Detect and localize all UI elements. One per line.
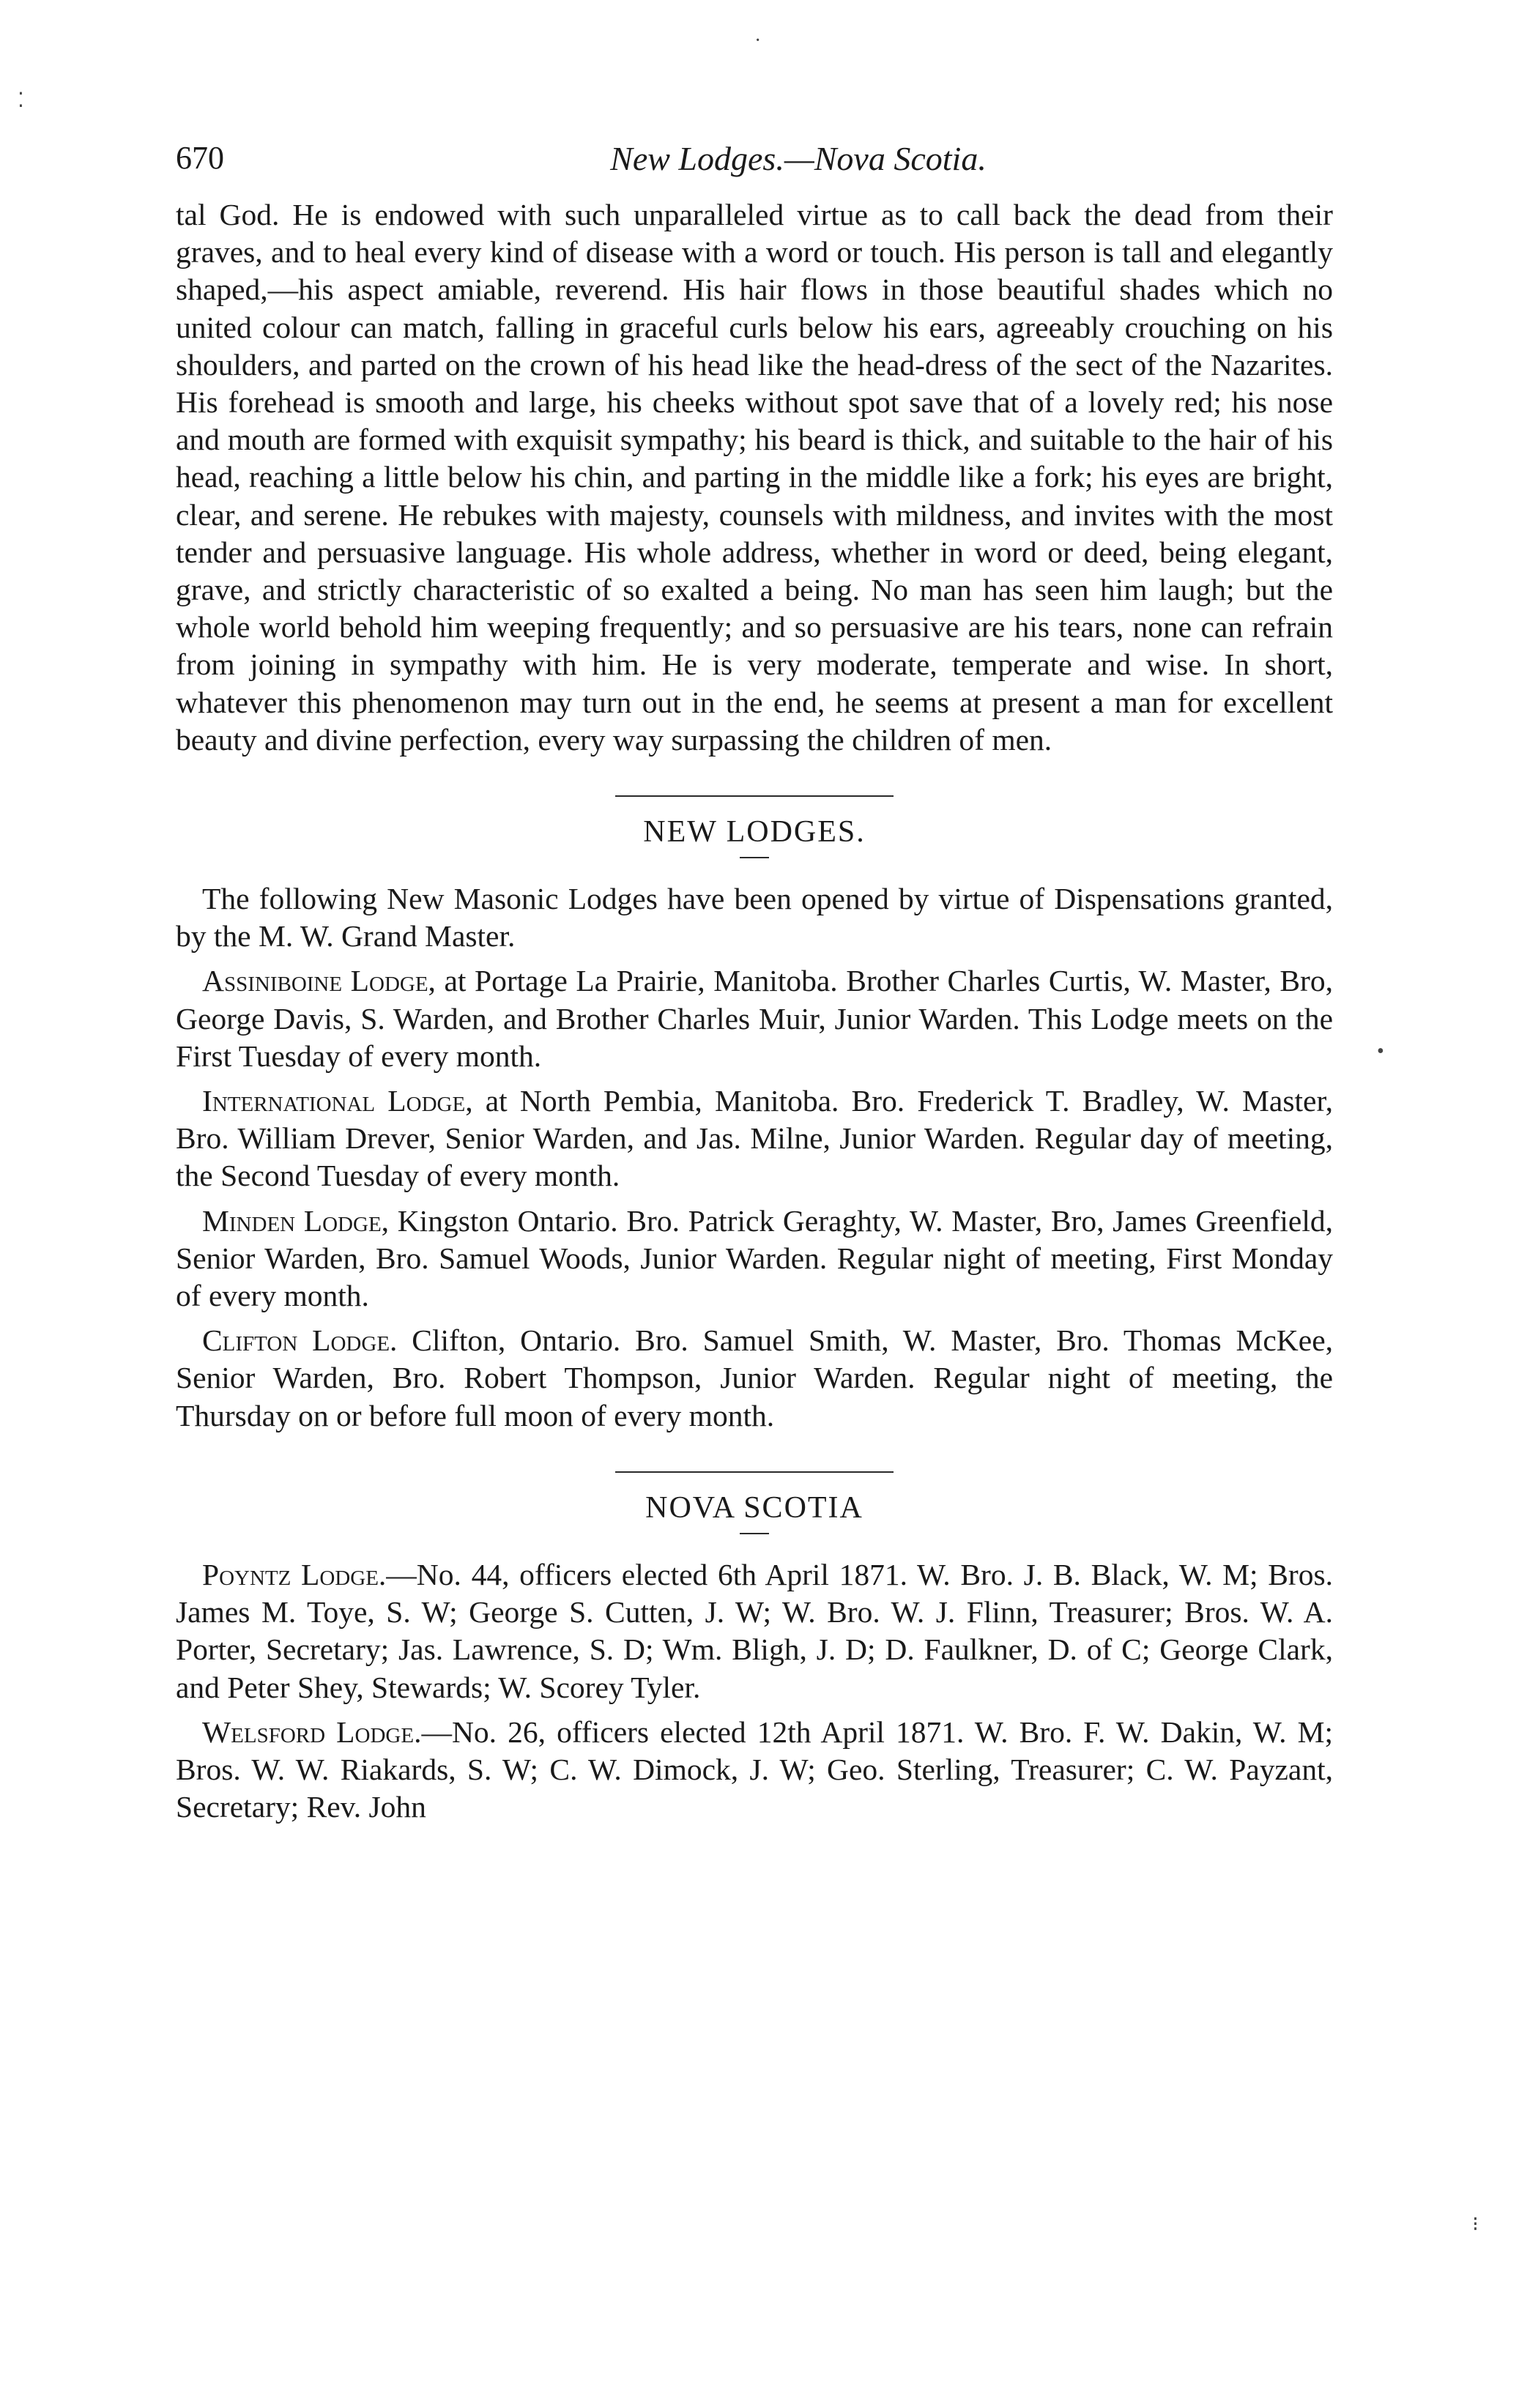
lodge-name: Assiniboine Lodge,	[202, 964, 436, 998]
lodge-entry	[176, 1556, 1333, 1706]
lodge-details: at North Pembia, Manitoba. Bro. Frederick T. Bradley, W. Master, Bro. William Drever, Senior Warden, and Jas. Milne, Junior Warden. Regular day of meeting, the Second Tuesday of every month.	[176, 1084, 1333, 1193]
running-title: New Lodges.—Nova Scotia.	[610, 140, 987, 177]
lodge-name: Minden Lodge,	[202, 1203, 390, 1238]
intro-paragraph: tal God. He is endowed with such unparalleled virtue as to call back the dead from their graves, and to heal every kind of disease with a word or touch. His person is tall and elegantly shaped,—his aspect amiable, reverend. His hair flows in those beautiful shades which no united colour can match, falling in graceful curls below his ears, agreeably crouching on his shoulders, and parted on the crown of his head like the head-dress of the sect of the Nazarites. His forehead is smooth and large, his cheeks without spot save that of a lovely red; his nose and mouth are formed with exquisit sympathy; his beard is thick, and suitable to the hair of his head, reaching a little below his chin, and parting in the middle like a fork; his eyes are bright, clear, and serene. He rebukes with majesty, counsels with mildness, and invites with the most tender and persuasive language. His whole address, whether in word or deed, being elegant, grave, and strictly characteristic of so exalted a being. No man has seen him laugh; but the whole world behold him weeping frequently; and so persuasive are his tears, none can refrain from joining in sympathy with him. He is very moderate, temperate and wise. In short, whatever this phenomenon may turn out in the end, he seems at present a man for excellent beauty and divine perfection, every way surpassing the children of men.	[176, 198, 1333, 757]
section-divider	[615, 1471, 894, 1473]
lodge-entry	[176, 1203, 1333, 1315]
scan-speck: ⁝	[1472, 2213, 1479, 2236]
lodge-name: Welsford Lodge.	[202, 1714, 422, 1749]
new-lodges-heading: NEW LODGES.	[643, 815, 866, 850]
lodge-details: —No. 26, officers elected 12th April 1871. W. Bro. F. W. Dakin, W. M; Bros. W. W. Riakards, S. W; C. W. Dimock, J. W; Geo. Sterling, Treasurer; C. W. Payzant, Secretary; Rev. John	[176, 1714, 1333, 1824]
running-head	[176, 139, 1333, 190]
lodge-name: Clifton Lodge.	[202, 1323, 398, 1358]
lodge-entry	[176, 1714, 1333, 1827]
lodge-entry	[176, 1082, 1333, 1195]
lodge-details: at Portage La Prairie, Manitoba. Brother Charles Curtis, W. Master, Bro, George Davis, S. Warden, and Brother Charles Muir, Junior Warden. This Lodge meets on the First Tuesday of every month.	[176, 964, 1333, 1073]
lodge-name: International Lodge,	[202, 1084, 473, 1118]
lodge-details: Kingston Ontario. Bro. Patrick Geraghty, W. Master, Bro, James Greenfield, Senior Warden, Bro. Samuel Woods, Junior Warden. Regular night of meeting, First Monday of every month.	[176, 1203, 1333, 1313]
lodge-entry	[176, 962, 1333, 1075]
lodge-details: Clifton, Ontario. Bro. Samuel Smith, W. Master, Bro. Thomas McKee, Senior Warden, Bro. Robert Thompson, Junior Warden. Regular night of meeting, the Thursday on or before full moon of every month.	[176, 1323, 1333, 1432]
nova-scotia-heading: NOVA SCOTIA	[645, 1490, 864, 1525]
page-number: 670	[176, 140, 224, 176]
scan-speck: •	[1377, 1040, 1384, 1063]
book-page	[176, 139, 1333, 1826]
scan-speck: ⁚	[18, 89, 24, 112]
new-lodges-intro: The following New Masonic Lodges have been opened by virtue of Dispensations granted, by the M. W. Grand Master.	[176, 882, 1333, 954]
lodge-details: —No. 44, officers elected 6th April 1871. W. Bro. J. B. Black, W. M; Bros. James M. Toye, S. W; George S. Cutten, J. W; W. Bro. W. J. Flinn, Treasurer; Bros. W. A. Porter, Secretary; Jas. Lawrence, S. D; Wm. Bligh, J. D; D. Faulkner, D. of C; George Clark, and Peter Shey, Stewards; W. Scorey Tyler.	[176, 1557, 1333, 1704]
scan-speck: ·	[754, 29, 762, 52]
heading-dash	[740, 1533, 769, 1534]
lodge-entry	[176, 1322, 1333, 1435]
section-divider	[615, 795, 894, 797]
lodge-name: Poyntz Lodge.	[202, 1557, 387, 1591]
heading-dash	[740, 857, 769, 858]
